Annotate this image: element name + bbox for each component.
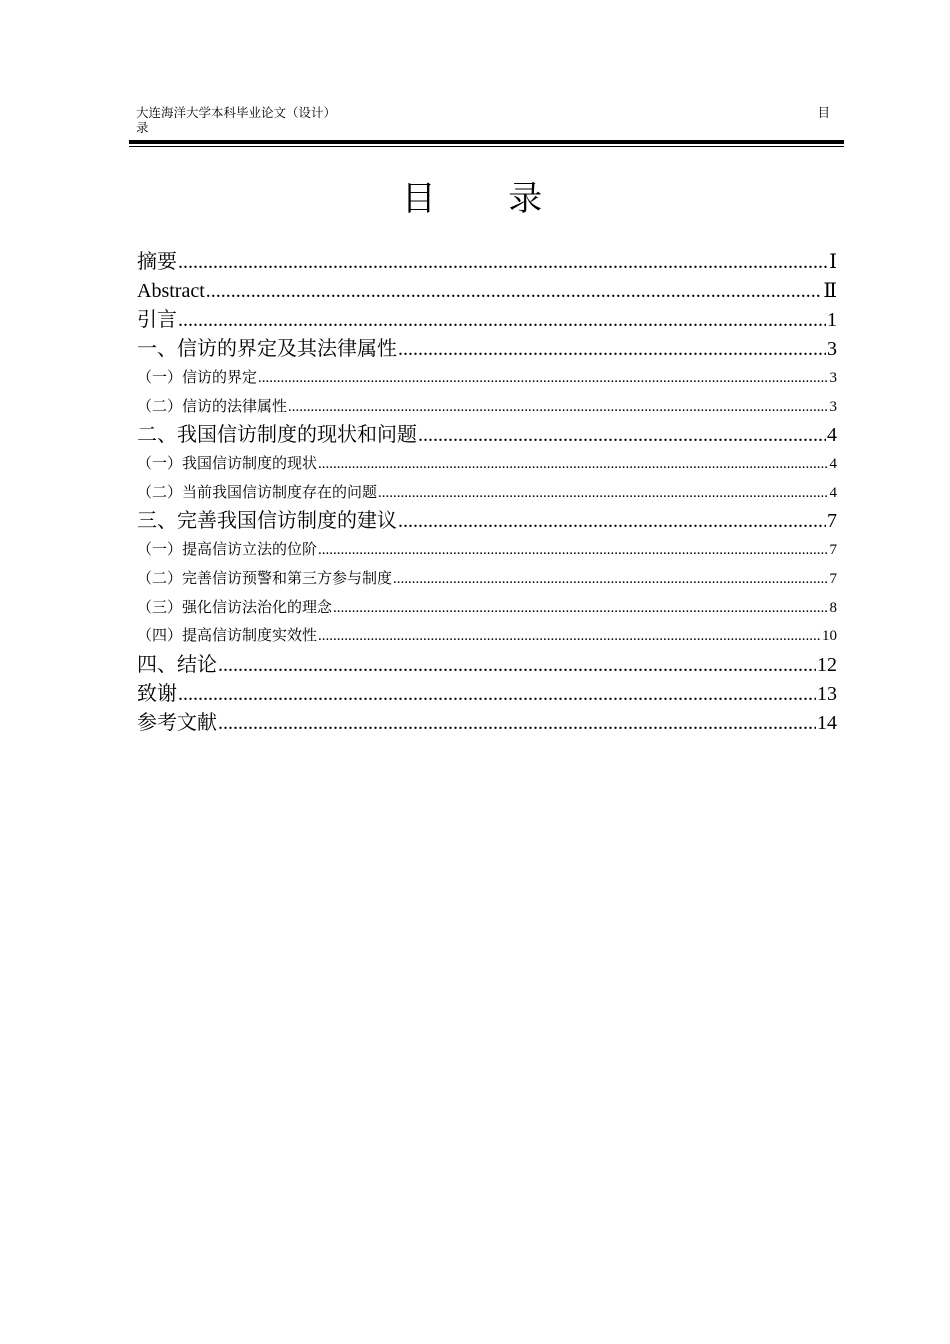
toc-entry-label: 四、结论 bbox=[137, 653, 217, 676]
toc-entry-page-number: 14 bbox=[817, 711, 837, 734]
toc-entry-page-number: 10 bbox=[822, 628, 837, 645]
toc-entry-label: 致谢 bbox=[137, 682, 177, 705]
toc-dot-leader bbox=[318, 536, 828, 565]
page-header bbox=[136, 106, 836, 138]
toc-dot-leader bbox=[318, 622, 821, 651]
toc-entry-page-number: 1 bbox=[827, 309, 837, 331]
toc-entry[interactable] bbox=[137, 622, 837, 651]
toc-entry[interactable] bbox=[137, 306, 837, 335]
page-title: 目 录 bbox=[401, 181, 575, 218]
toc-entry-page-number: 3 bbox=[827, 338, 837, 360]
toc-entry-page-number: 7 bbox=[827, 510, 837, 533]
toc-dot-leader bbox=[418, 421, 826, 450]
toc-entry[interactable] bbox=[137, 450, 837, 479]
header-section-label: 目 bbox=[817, 106, 830, 120]
toc-entry-label: （三）强化信访法治化的理念 bbox=[137, 599, 333, 616]
toc-dot-leader bbox=[393, 565, 828, 594]
toc-entry-page-number: 4 bbox=[827, 424, 837, 447]
toc-entry[interactable] bbox=[137, 709, 837, 738]
toc-dot-leader bbox=[378, 479, 828, 508]
toc-dot-leader bbox=[178, 248, 828, 277]
toc-dot-leader bbox=[218, 709, 816, 738]
toc-dot-leader bbox=[178, 680, 816, 709]
toc-entry-label: Abstract bbox=[137, 280, 205, 302]
toc-entry-label: 参考文献 bbox=[137, 711, 217, 734]
toc-entry[interactable] bbox=[137, 393, 837, 422]
toc-entry-page-number: 4 bbox=[829, 484, 837, 501]
toc-entry-page-number: 4 bbox=[829, 456, 837, 473]
toc-dot-leader bbox=[333, 594, 828, 623]
header-rule-thick bbox=[129, 140, 844, 144]
toc-dot-leader bbox=[258, 364, 828, 393]
toc-entry[interactable] bbox=[137, 565, 837, 594]
table-of-contents bbox=[137, 248, 837, 738]
toc-entry[interactable] bbox=[137, 364, 837, 393]
header-rule-thin bbox=[129, 146, 844, 147]
toc-entry[interactable] bbox=[137, 507, 837, 536]
toc-entry[interactable] bbox=[137, 536, 837, 565]
toc-entry-page-number: Ⅰ bbox=[829, 251, 837, 273]
toc-entry[interactable] bbox=[137, 594, 837, 623]
toc-dot-leader bbox=[288, 393, 828, 422]
toc-entry-page-number: 13 bbox=[817, 682, 837, 705]
toc-entry-page-number: 3 bbox=[829, 398, 837, 415]
toc-entry-label: （二）完善信访预警和第三方参与制度 bbox=[137, 570, 393, 587]
toc-entry-label: （二）当前我国信访制度存在的问题 bbox=[137, 484, 378, 501]
header-thesis-label: 大连海洋大学本科毕业论文（设计） bbox=[136, 106, 337, 120]
toc-entry-page-number: 7 bbox=[829, 570, 837, 587]
toc-dot-leader bbox=[318, 450, 828, 479]
header-thesis-label-wrap: 录 bbox=[136, 121, 149, 135]
toc-entry[interactable] bbox=[137, 277, 837, 306]
toc-entry[interactable] bbox=[137, 479, 837, 508]
toc-entry[interactable] bbox=[137, 651, 837, 680]
toc-entry[interactable] bbox=[137, 335, 837, 364]
toc-entry-page-number: Ⅱ bbox=[823, 280, 837, 302]
toc-entry[interactable] bbox=[137, 680, 837, 709]
toc-entry-label: 引言 bbox=[137, 309, 177, 331]
toc-dot-leader bbox=[398, 507, 826, 536]
toc-entry-label: （一）我国信访制度的现状 bbox=[137, 456, 318, 473]
toc-entry-label: 一、信访的界定及其法律属性 bbox=[137, 338, 397, 360]
toc-entry-label: （四）提高信访制度实效性 bbox=[137, 628, 318, 645]
toc-entry-page-number: 3 bbox=[829, 370, 837, 386]
toc-entry-label: 三、完善我国信访制度的建议 bbox=[137, 510, 397, 533]
toc-dot-leader bbox=[218, 651, 816, 680]
toc-entry[interactable] bbox=[137, 421, 837, 450]
toc-entry[interactable] bbox=[137, 248, 837, 277]
toc-entry-page-number: 12 bbox=[817, 653, 837, 676]
toc-entry-label: 摘要 bbox=[137, 251, 177, 273]
toc-entry-label: （一）信访的界定 bbox=[137, 370, 258, 386]
toc-entry-page-number: 8 bbox=[829, 599, 837, 616]
toc-dot-leader bbox=[178, 306, 826, 335]
toc-dot-leader bbox=[206, 277, 823, 306]
toc-entry-label: 二、我国信访制度的现状和问题 bbox=[137, 424, 417, 447]
toc-entry-label: （二）信访的法律属性 bbox=[137, 398, 288, 415]
toc-entry-page-number: 7 bbox=[829, 542, 837, 559]
toc-dot-leader bbox=[398, 335, 826, 364]
toc-entry-label: （一）提高信访立法的位阶 bbox=[137, 542, 318, 559]
